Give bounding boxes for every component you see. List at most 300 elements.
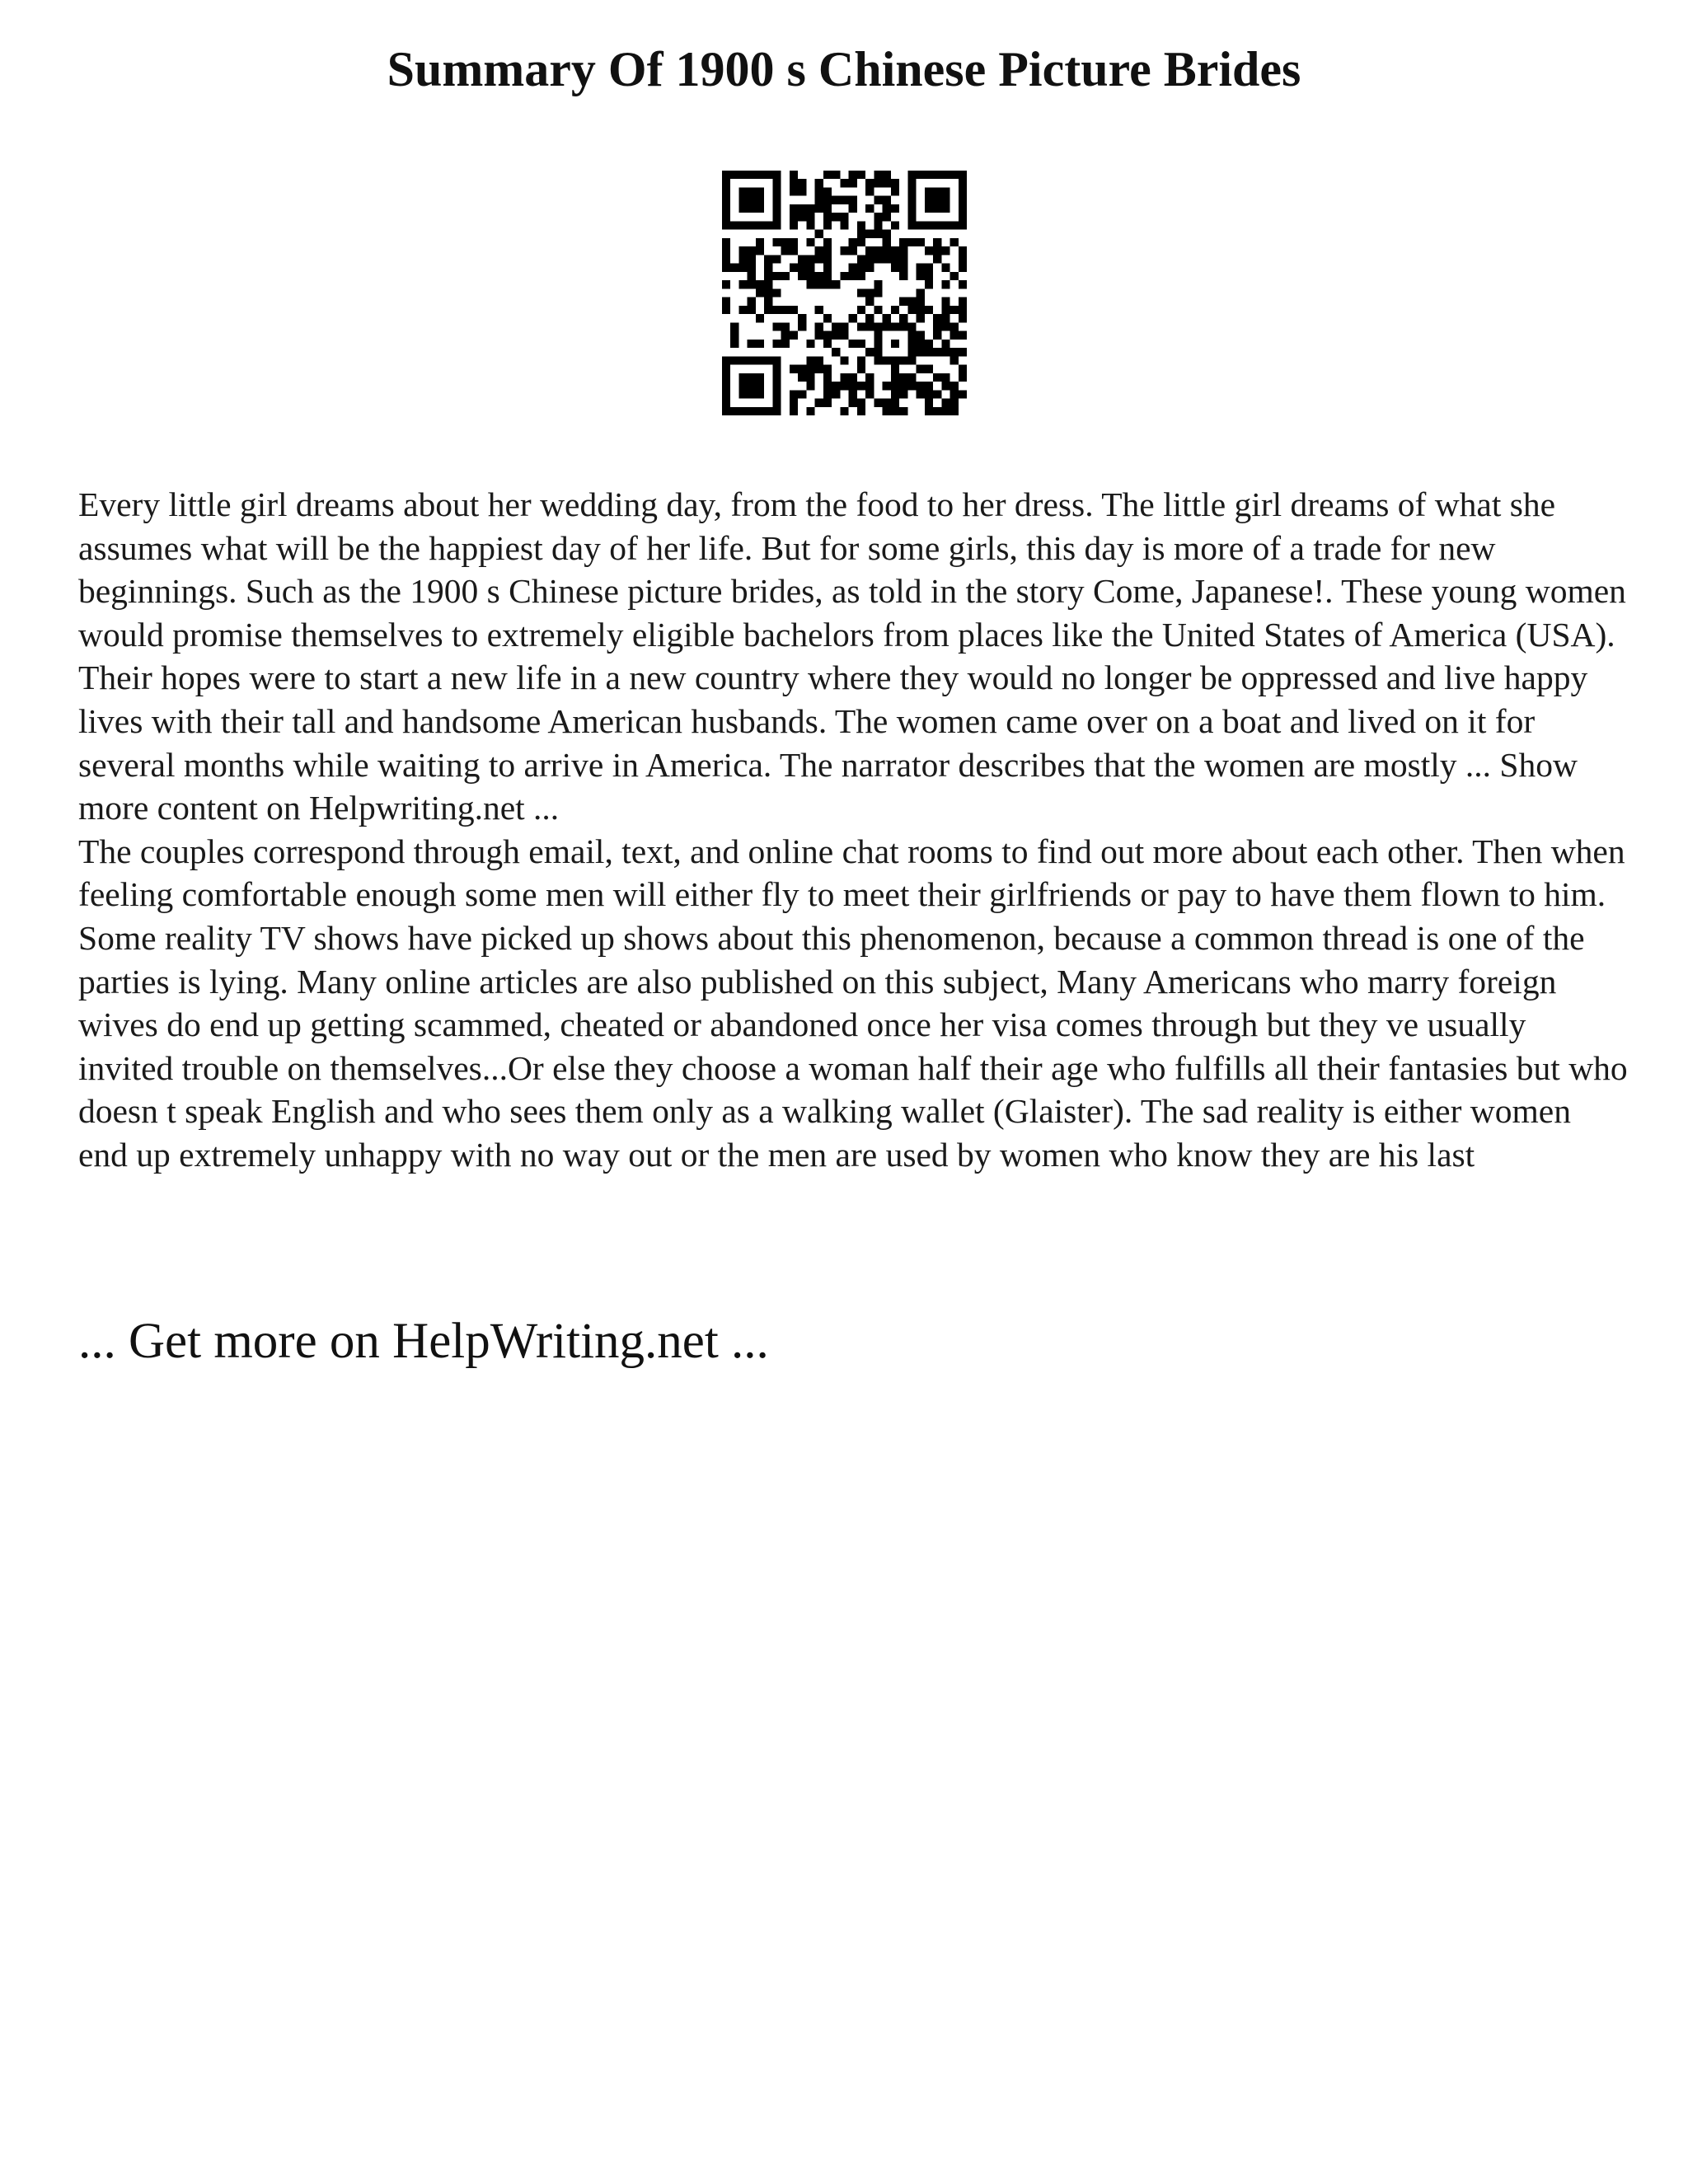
qr-module	[857, 264, 865, 272]
qr-module	[798, 314, 806, 322]
qr-module	[756, 280, 764, 288]
qr-module	[959, 306, 967, 314]
qr-module	[849, 204, 857, 213]
qr-module	[722, 298, 730, 306]
qr-module	[907, 382, 916, 390]
qr-module	[748, 356, 756, 364]
qr-module	[790, 331, 798, 340]
qr-module	[806, 221, 814, 229]
qr-module	[738, 196, 747, 204]
qr-module	[849, 196, 857, 204]
qr-module	[917, 382, 925, 390]
qr-module	[959, 280, 967, 288]
qr-module	[899, 272, 907, 280]
qr-module	[933, 221, 941, 229]
qr-module	[756, 390, 764, 398]
qr-module	[798, 204, 806, 213]
qr-module	[722, 407, 730, 415]
qr-module	[941, 280, 950, 288]
qr-module	[738, 382, 747, 390]
qr-module	[874, 348, 882, 356]
qr-module	[840, 221, 848, 229]
qr-module	[730, 340, 738, 348]
qr-module	[899, 264, 907, 272]
qr-module	[722, 179, 730, 187]
qr-module	[925, 196, 933, 204]
qr-module	[730, 322, 738, 330]
qr-module	[772, 399, 781, 407]
qr-module	[840, 407, 848, 415]
qr-module	[925, 280, 933, 288]
qr-module	[941, 264, 950, 272]
qr-module	[748, 382, 756, 390]
qr-module	[832, 390, 840, 398]
qr-module	[815, 331, 823, 340]
qr-module	[806, 272, 814, 280]
qr-module	[917, 331, 925, 340]
qr-module	[832, 196, 840, 204]
qr-module	[917, 348, 925, 356]
qr-module	[790, 171, 798, 179]
qr-module	[849, 340, 857, 348]
qr-module	[874, 213, 882, 221]
qr-module	[764, 264, 772, 272]
qr-module	[722, 306, 730, 314]
qr-module	[772, 365, 781, 373]
qr-module	[849, 179, 857, 187]
qr-module	[891, 264, 899, 272]
qr-module	[874, 399, 882, 407]
qr-module	[781, 272, 790, 280]
qr-module	[730, 356, 738, 364]
qr-module	[925, 221, 933, 229]
qr-module	[738, 221, 747, 229]
qr-module	[883, 314, 891, 322]
qr-module	[823, 255, 832, 263]
qr-module	[883, 322, 891, 330]
qr-module	[840, 356, 848, 364]
qr-module	[925, 348, 933, 356]
qr-module	[917, 298, 925, 306]
qr-module	[874, 306, 882, 314]
qr-module	[806, 407, 814, 415]
qr-module	[874, 322, 882, 330]
qr-module	[790, 399, 798, 407]
qr-module	[823, 187, 832, 195]
qr-module	[738, 204, 747, 213]
qr-module	[748, 280, 756, 288]
qr-module	[748, 272, 756, 280]
qr-module	[756, 373, 764, 382]
qr-module	[857, 272, 865, 280]
qr-module	[941, 221, 950, 229]
qr-module	[959, 213, 967, 221]
qr-module	[756, 356, 764, 364]
qr-module	[815, 246, 823, 255]
qr-module	[959, 348, 967, 356]
qr-module	[806, 264, 814, 272]
qr-module	[748, 407, 756, 415]
qr-module	[772, 382, 781, 390]
qr-module	[781, 306, 790, 314]
qr-module	[959, 390, 967, 398]
qr-module	[815, 272, 823, 280]
qr-module	[823, 382, 832, 390]
qr-module	[840, 196, 848, 204]
qr-module	[722, 246, 730, 255]
qr-module	[950, 399, 959, 407]
qr-module	[891, 187, 899, 195]
qr-module	[907, 171, 916, 179]
qr-module	[764, 171, 772, 179]
qr-module	[917, 221, 925, 229]
qr-module	[738, 407, 747, 415]
qr-module	[823, 213, 832, 221]
qr-module	[907, 196, 916, 204]
qr-module	[899, 356, 907, 364]
qr-module	[840, 322, 848, 330]
qr-module	[941, 314, 950, 322]
qr-module	[933, 331, 941, 340]
qr-module	[722, 187, 730, 195]
qr-module	[941, 306, 950, 314]
qr-module	[738, 171, 747, 179]
qr-module	[907, 348, 916, 356]
qr-module	[883, 399, 891, 407]
qr-module	[806, 213, 814, 221]
qr-module	[917, 306, 925, 314]
qr-module	[950, 238, 959, 246]
qr-module	[730, 331, 738, 340]
qr-module	[917, 272, 925, 280]
qr-module	[933, 255, 941, 263]
qr-module	[781, 340, 790, 348]
qr-module	[907, 179, 916, 187]
qr-module	[840, 213, 848, 221]
qr-module	[823, 340, 832, 348]
qr-module	[899, 246, 907, 255]
qr-module	[798, 272, 806, 280]
qr-module	[722, 264, 730, 272]
qr-module	[722, 382, 730, 390]
qr-module	[823, 314, 832, 322]
qr-module	[798, 179, 806, 187]
qr-module	[883, 255, 891, 263]
qr-module	[874, 280, 882, 288]
qr-module	[748, 196, 756, 204]
qr-module	[865, 255, 874, 263]
qr-module	[891, 204, 899, 213]
qr-module	[722, 280, 730, 288]
qr-module	[772, 171, 781, 179]
qr-module	[772, 356, 781, 364]
qr-module	[849, 246, 857, 255]
qr-module	[917, 288, 925, 297]
qr-module	[959, 365, 967, 373]
qr-module	[865, 373, 874, 382]
qr-module	[849, 382, 857, 390]
qr-module	[738, 356, 747, 364]
qr-module	[790, 238, 798, 246]
qr-module	[806, 365, 814, 373]
qr-module	[722, 399, 730, 407]
qr-module	[790, 221, 798, 229]
qr-module	[959, 221, 967, 229]
qr-module	[764, 288, 772, 297]
qr-module	[933, 246, 941, 255]
qr-module	[738, 280, 747, 288]
qr-module	[798, 264, 806, 272]
qr-module	[891, 373, 899, 382]
qr-module	[959, 331, 967, 340]
qr-module	[815, 322, 823, 330]
qr-module	[959, 298, 967, 306]
qr-module	[772, 213, 781, 221]
qr-module	[874, 288, 882, 297]
qr-module	[865, 314, 874, 322]
qr-module	[730, 221, 738, 229]
qr-module	[748, 298, 756, 306]
qr-module	[883, 196, 891, 204]
qr-module	[883, 179, 891, 187]
qr-module	[722, 238, 730, 246]
qr-module	[806, 238, 814, 246]
qr-module	[925, 365, 933, 373]
qr-module	[907, 331, 916, 340]
qr-module	[722, 373, 730, 382]
qr-module	[865, 179, 874, 187]
qr-module	[832, 331, 840, 340]
qr-module	[865, 187, 874, 195]
qr-module	[756, 314, 764, 322]
qr-module	[823, 399, 832, 407]
qr-module	[849, 264, 857, 272]
qr-module	[790, 390, 798, 398]
qr-module	[815, 356, 823, 364]
qr-module	[865, 348, 874, 356]
qr-module	[917, 390, 925, 398]
qr-module	[798, 213, 806, 221]
qr-module	[874, 171, 882, 179]
qr-module	[865, 322, 874, 330]
qr-module	[798, 365, 806, 373]
page-title: Summary Of 1900 s Chinese Picture Brides	[387, 42, 1301, 96]
qr-module	[772, 179, 781, 187]
qr-module	[891, 365, 899, 373]
qr-module	[899, 314, 907, 322]
qr-module	[722, 213, 730, 221]
qr-module	[941, 382, 950, 390]
qr-module	[806, 382, 814, 390]
qr-module	[941, 187, 950, 195]
qr-module	[959, 179, 967, 187]
qr-module	[823, 221, 832, 229]
qr-module	[950, 306, 959, 314]
qr-module	[941, 204, 950, 213]
qr-module	[815, 204, 823, 213]
qr-module	[950, 407, 959, 415]
qr-module	[790, 246, 798, 255]
qr-module	[806, 255, 814, 263]
qr-module	[815, 179, 823, 187]
qr-module	[857, 322, 865, 330]
qr-module	[950, 348, 959, 356]
qr-module	[823, 196, 832, 204]
qr-module	[874, 179, 882, 187]
qr-module	[959, 246, 967, 255]
qr-module	[798, 255, 806, 263]
qr-module	[959, 264, 967, 272]
qr-module	[941, 373, 950, 382]
qr-module	[933, 390, 941, 398]
qr-module	[798, 187, 806, 195]
qr-module	[748, 171, 756, 179]
qr-module	[756, 196, 764, 204]
qr-module	[907, 373, 916, 382]
qr-module	[832, 348, 840, 356]
qr-module	[772, 187, 781, 195]
qr-module	[874, 255, 882, 263]
qr-module	[738, 264, 747, 272]
qr-module	[756, 171, 764, 179]
qr-module	[907, 213, 916, 221]
qr-module	[907, 340, 916, 348]
qr-module	[722, 390, 730, 398]
qr-module	[840, 272, 848, 280]
qr-module	[772, 238, 781, 246]
qr-module	[883, 246, 891, 255]
qr-module	[832, 213, 840, 221]
qr-module	[907, 356, 916, 364]
qr-module	[865, 264, 874, 272]
qr-module	[933, 196, 941, 204]
qr-module	[756, 187, 764, 195]
get-more-link[interactable]: ... Get more on HelpWriting.net ...	[78, 1314, 769, 1369]
qr-module	[772, 306, 781, 314]
qr-module	[899, 373, 907, 382]
qr-module	[772, 272, 781, 280]
qr-module	[907, 306, 916, 314]
qr-module	[806, 280, 814, 288]
qr-module	[865, 230, 874, 238]
qr-module	[941, 246, 950, 255]
qr-module	[857, 221, 865, 229]
qr-module	[933, 322, 941, 330]
qr-module	[891, 179, 899, 187]
qr-module	[798, 390, 806, 398]
qr-module	[891, 322, 899, 330]
qr-module	[772, 221, 781, 229]
qr-module	[840, 246, 848, 255]
qr-module	[764, 272, 772, 280]
qr-module	[917, 340, 925, 348]
qr-module	[722, 171, 730, 179]
qr-module	[959, 204, 967, 213]
qr-module	[832, 382, 840, 390]
qr-module	[781, 238, 790, 246]
qr-module	[722, 221, 730, 229]
qr-module	[748, 306, 756, 314]
qr-module	[925, 264, 933, 272]
qr-module	[857, 356, 865, 364]
qr-module	[815, 280, 823, 288]
qr-module	[883, 171, 891, 179]
qr-module	[933, 314, 941, 322]
qr-module	[874, 246, 882, 255]
qr-module	[823, 272, 832, 280]
qr-code-icon	[722, 171, 967, 415]
qr-module	[840, 331, 848, 340]
qr-module	[891, 356, 899, 364]
qr-module	[907, 298, 916, 306]
qr-module	[925, 246, 933, 255]
qr-module	[891, 246, 899, 255]
qr-module	[941, 171, 950, 179]
qr-module	[857, 171, 865, 179]
qr-module	[925, 382, 933, 390]
qr-module	[738, 187, 747, 195]
qr-module	[959, 314, 967, 322]
qr-module	[722, 255, 730, 263]
qr-module	[941, 298, 950, 306]
qr-module	[857, 399, 865, 407]
qr-module	[891, 306, 899, 314]
qr-module	[933, 407, 941, 415]
qr-module	[907, 204, 916, 213]
qr-module	[883, 204, 891, 213]
qr-module	[823, 171, 832, 179]
qr-module	[857, 230, 865, 238]
qr-module	[959, 187, 967, 195]
qr-module	[790, 407, 798, 415]
qr-module	[815, 306, 823, 314]
qr-module	[823, 280, 832, 288]
qr-module	[917, 171, 925, 179]
qr-module	[891, 407, 899, 415]
qr-module	[806, 373, 814, 382]
qr-module	[772, 196, 781, 204]
qr-module	[925, 204, 933, 213]
qr-module	[738, 390, 747, 398]
qr-module	[748, 204, 756, 213]
qr-module	[823, 373, 832, 382]
qr-module	[748, 255, 756, 263]
qr-module	[764, 407, 772, 415]
qr-module	[891, 399, 899, 407]
qr-module	[748, 221, 756, 229]
qr-module	[950, 356, 959, 364]
qr-module	[925, 390, 933, 398]
qr-module	[883, 230, 891, 238]
qr-module	[883, 407, 891, 415]
qr-module	[815, 187, 823, 195]
qr-module	[925, 399, 933, 407]
qr-module	[806, 340, 814, 348]
qr-module	[874, 340, 882, 348]
article-paragraph: Every little girl dreams about her wedding day, from the food to her dress. The little girl dreams of what she assumes what will be the happiest day of her life. But for some girls, this day is more of a trade for new beginnings. Such as the 1900 s Chinese picture brides, as told in the story Come, Japanese!. These young women would promise themselves to extremely eligible bachelors from places like the United States of America (USA). Their hopes were to start a new life in a new country where they would no longer be oppressed and live happy lives with their tall and handsome American husbands. The women came over on a boat and lived on it for several months while waiting to arrive in America. The narrator describes that the women are mostly ... Show more content on Helpwriting.net ...	[78, 485, 1626, 827]
qr-module	[748, 373, 756, 382]
qr-module	[883, 356, 891, 364]
qr-module	[941, 399, 950, 407]
qr-module	[857, 365, 865, 373]
qr-module	[756, 238, 764, 246]
qr-module	[815, 230, 823, 238]
qr-module	[950, 390, 959, 398]
qr-module	[764, 221, 772, 229]
qr-module	[950, 382, 959, 390]
qr-module	[730, 171, 738, 179]
qr-module	[764, 298, 772, 306]
